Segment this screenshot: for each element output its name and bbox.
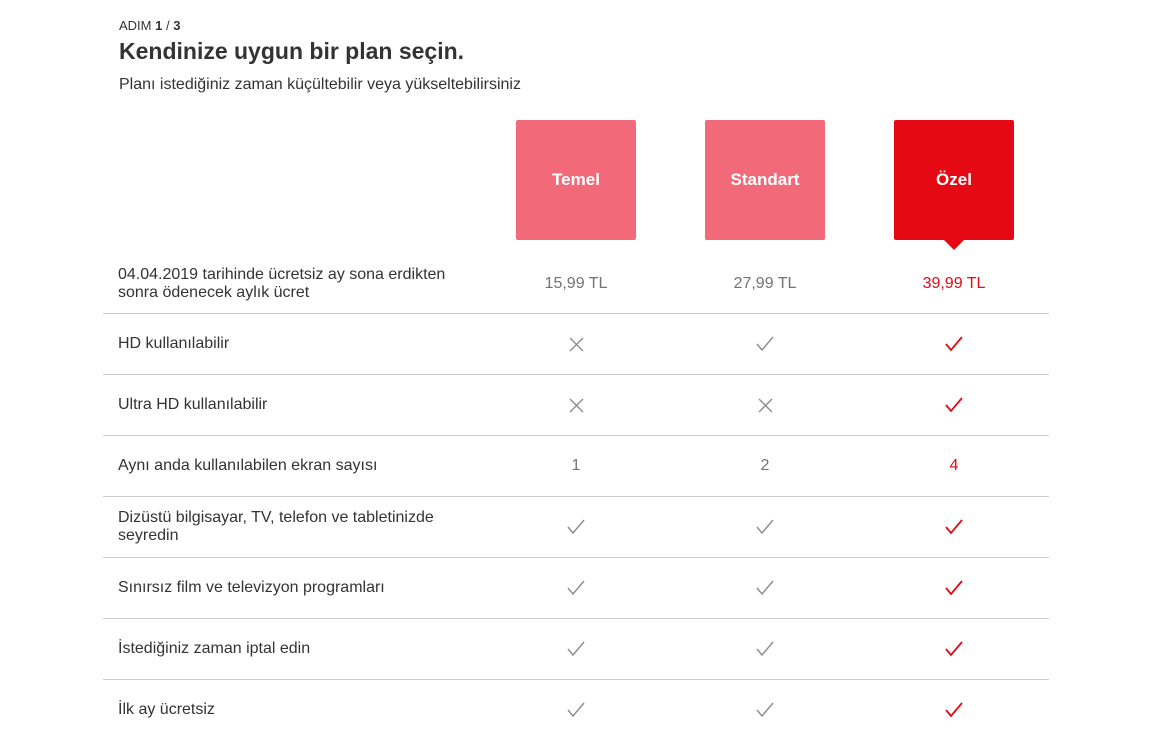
step-prefix: ADIM bbox=[119, 18, 152, 33]
plan-comparison-table bbox=[103, 255, 1049, 740]
check-icon bbox=[894, 579, 1014, 597]
cross-icon bbox=[516, 396, 636, 414]
step-indicator bbox=[119, 18, 180, 33]
cross-icon bbox=[516, 335, 636, 353]
check-icon bbox=[705, 579, 825, 597]
cross-icon bbox=[705, 396, 825, 414]
feature-label: HD kullanılabilir bbox=[118, 335, 230, 352]
feature-label: İstediğiniz zaman iptal edin bbox=[118, 640, 311, 657]
price-temel: 15,99 TL bbox=[544, 275, 608, 292]
feature-value-temel: 1 bbox=[571, 457, 581, 474]
feature-label: Dizüstü bilgisayar, TV, telefon ve tabletinizde seyredin bbox=[118, 509, 434, 544]
check-icon bbox=[705, 335, 825, 353]
price-standart: 27,99 TL bbox=[733, 275, 797, 292]
step-current: 1 bbox=[155, 18, 163, 33]
plan-name: Temel bbox=[552, 170, 600, 189]
check-icon bbox=[894, 701, 1014, 719]
feature-row bbox=[103, 435, 1049, 496]
feature-row bbox=[103, 374, 1049, 435]
plan-card-ozel[interactable] bbox=[894, 120, 1014, 240]
check-icon bbox=[894, 396, 1014, 414]
check-icon bbox=[894, 335, 1014, 353]
step-separator: / bbox=[165, 18, 170, 33]
price-row bbox=[103, 255, 1049, 313]
feature-row bbox=[103, 313, 1049, 374]
plan-name: Standart bbox=[730, 170, 800, 189]
price-row-label: 04.04.2019 tarihinde ücretsiz ay sona erdikten sonra ödenecek aylık ücret bbox=[118, 266, 446, 301]
plan-card-standart[interactable] bbox=[705, 120, 825, 240]
page-subtitle: Planı istediğiniz zaman küçültebilir veya yükseltebilirsiniz bbox=[119, 76, 521, 93]
check-icon bbox=[516, 579, 636, 597]
feature-label: Ultra HD kullanılabilir bbox=[118, 396, 268, 413]
page-title: Kendinize uygun bir plan seçin. bbox=[119, 38, 465, 64]
plan-name: Özel bbox=[936, 170, 972, 189]
check-icon bbox=[516, 701, 636, 719]
check-icon bbox=[705, 640, 825, 658]
check-icon bbox=[705, 701, 825, 719]
feature-row bbox=[103, 557, 1049, 618]
feature-label: Sınırsız film ve televizyon programları bbox=[118, 579, 385, 596]
check-icon bbox=[516, 640, 636, 658]
check-icon bbox=[705, 518, 825, 536]
plan-card-temel[interactable] bbox=[516, 120, 636, 240]
price-ozel: 39,99 TL bbox=[922, 275, 986, 292]
step-total: 3 bbox=[173, 18, 181, 33]
feature-value-ozel: 4 bbox=[949, 457, 959, 474]
feature-row bbox=[103, 496, 1049, 557]
feature-row bbox=[103, 679, 1049, 740]
feature-label: İlk ay ücretsiz bbox=[118, 701, 215, 718]
check-icon bbox=[894, 640, 1014, 658]
check-icon bbox=[516, 518, 636, 536]
check-icon bbox=[894, 518, 1014, 536]
feature-label: Aynı anda kullanılabilen ekran sayısı bbox=[118, 457, 378, 474]
feature-row bbox=[103, 618, 1049, 679]
feature-value-standart: 2 bbox=[760, 457, 770, 474]
